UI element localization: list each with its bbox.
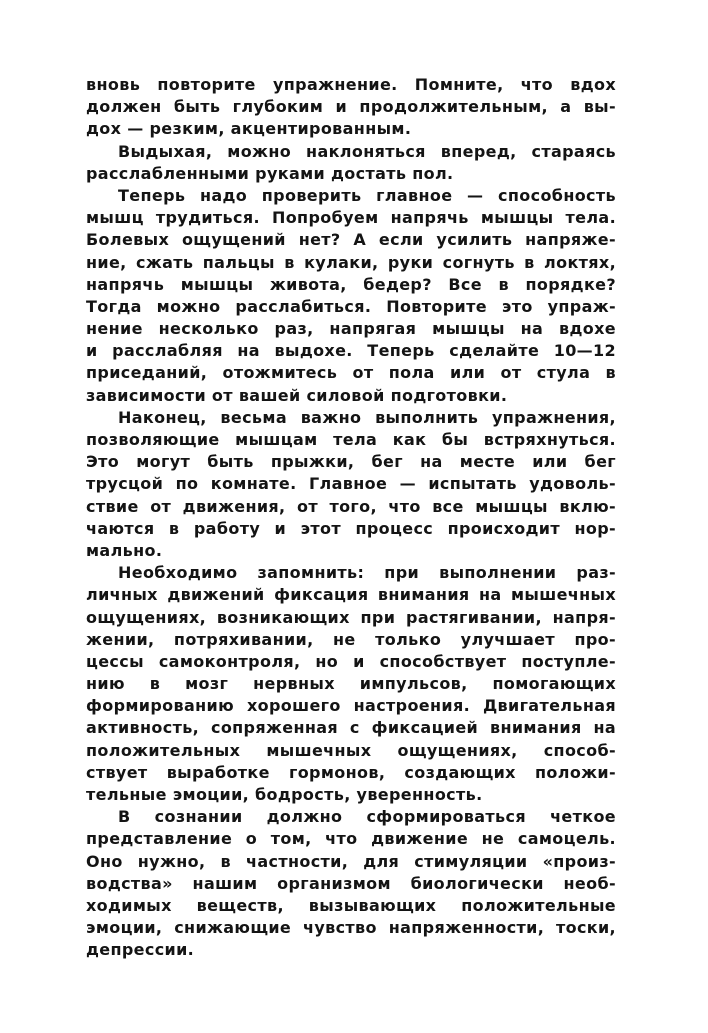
text-line: цессы самоконтроля, но и способствует поступле-: [86, 651, 616, 671]
body-text: [86, 74, 616, 962]
text-line: В сознании должно сформироваться четкое: [118, 807, 616, 827]
text-line: мально.: [86, 540, 163, 560]
text-line: нение несколько раз, напрягая мышцы на вдохе: [86, 319, 616, 339]
paragraph: [86, 141, 616, 185]
text-line: ощущениях, возникающих при растягивании, напря-: [86, 607, 616, 627]
text-line: Болевых ощущений нет? А если усилить напряже-: [86, 230, 616, 250]
text-line: приседаний, отожмитесь от пола или от стула в: [86, 363, 616, 383]
text-line: вновь повторите упражнение. Помните, что вдох: [86, 75, 616, 94]
text-line: личных движений фиксация внимания на мышечных: [86, 585, 616, 605]
text-line: Оно нужно, в частности, для стимуляции «произ-: [86, 851, 616, 871]
text-line: расслабленными руками достать пол.: [86, 163, 454, 183]
paragraph: [86, 74, 616, 141]
text-line: ствует выработке гормонов, создающих положи-: [86, 762, 616, 782]
text-line: нию в мозг нервных импульсов, помогающих: [86, 674, 616, 694]
paragraph: [86, 185, 616, 407]
paragraph: [86, 562, 616, 806]
text-line: Тогда можно расслабиться. Повторите это упраж-: [86, 296, 616, 316]
text-line: ходимых веществ, вызывающих положительные: [86, 895, 616, 915]
text-line: активность, сопряженная с фиксацией внимания на: [86, 718, 616, 738]
paragraph: [86, 806, 616, 961]
text-line: позволяющие мышцам тела как бы встряхнуться.: [86, 430, 616, 449]
text-line: положительных мышечных ощущениях, способ-: [86, 740, 616, 760]
text-line: эмоции, снижающие чувство напряженности, тоски,: [86, 918, 616, 938]
paragraph: [86, 407, 616, 562]
text-line: чаются в работу и этот процесс происходит нор-: [86, 518, 616, 538]
text-line: Наконец, весьма важно выполнить упражнения,: [118, 407, 616, 427]
text-line: водства» нашим организмом биологически необ-: [86, 873, 616, 893]
text-line: жении, потряхивании, не только улучшает про-: [86, 629, 616, 649]
text-line: ние, сжать пальцы в кулаки, руки согнуть в локтях,: [86, 252, 616, 272]
text-line: Выдыхая, можно наклоняться вперед, стараясь: [118, 141, 616, 161]
text-line: формированию хорошего настроения. Двигательная: [86, 696, 616, 716]
text-line: трусцой по комнате. Главное — испытать удоволь-: [86, 474, 616, 494]
text-line: представление о том, что движение не самоцель.: [86, 829, 616, 849]
text-line: депрессии.: [86, 940, 195, 960]
text-line: Это могут быть прыжки, бег на месте или бег: [86, 452, 616, 472]
text-line: мышц трудиться. Попробуем напрячь мышцы тела.: [86, 208, 616, 228]
text-line: дох — резким, акцентированным.: [86, 119, 412, 139]
text-line: ствие от движения, от того, что все мышцы вклю-: [86, 496, 616, 516]
text-line: должен быть глубоким и продолжительным, а вы-: [86, 97, 616, 117]
text-line: напрячь мышцы живота, бедер? Все в порядке?: [86, 274, 616, 294]
text-line: тельные эмоции, бодрость, уверенность.: [86, 785, 483, 804]
text-line: Необходимо запомнить: при выполнении раз-: [118, 563, 616, 583]
text-line: и расслабляя на выдохе. Теперь сделайте 10—12: [86, 341, 616, 361]
text-line: Теперь надо проверить главное — способность: [118, 185, 616, 205]
text-line: зависимости от вашей силовой подготовки.: [86, 385, 508, 405]
